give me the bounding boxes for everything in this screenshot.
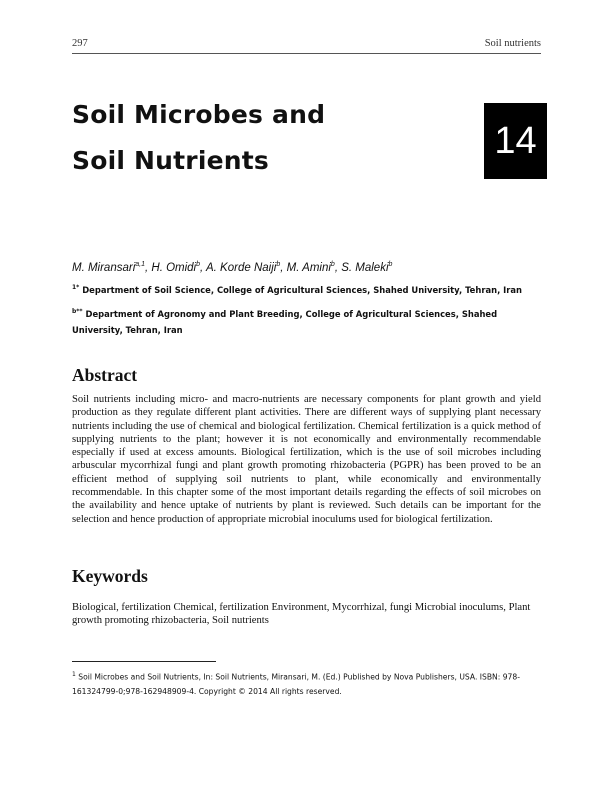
chapter-number: 14	[494, 119, 537, 162]
affiliation-text: Department of Agronomy and Plant Breeding, College of Agricultural Sciences, Shahed University, Tehran, Iran	[72, 308, 498, 335]
footnote-mark: 1	[72, 671, 76, 678]
author-name: A. Korde Naiji	[206, 261, 277, 274]
affiliation-mark: b**	[72, 308, 83, 315]
author-superscript: b	[330, 261, 335, 268]
keywords-heading: Keywords	[72, 566, 148, 586]
footnote-text: Soil Microbes and Soil Nutrients, In: Soil Nutrients, Miransari, M. (Ed.) Published by Nova Publishers, USA. ISBN: 978-161324799-0;978-162948909-4. Copyright © 2014 All rights reserved.	[72, 672, 520, 696]
author-name: S. Maleki	[341, 261, 389, 274]
page-number: 297	[72, 38, 88, 49]
running-header	[72, 38, 541, 54]
chapter-title-line-1: Soil Microbes and	[72, 100, 326, 129]
abstract-heading: Abstract	[72, 365, 138, 385]
keywords-text: Biological, fertilization Chemical, fertilization Environment, Mycorrhizal, fungi Microbial inoculums, Plant growth promoting rhizobacteria, Soil nutrients	[72, 602, 531, 627]
author-name: M. Miransari	[72, 261, 136, 274]
running-title: Soil nutrients	[484, 38, 541, 49]
author-superscript: b	[388, 261, 393, 268]
author-list: M. Miransari$^{a,1}$, H. Omidi$^b$, A. Korde Naiji$^b$, M. Amini$^b$, S. Maleki$^b$	[72, 261, 393, 274]
affiliation	[72, 280, 542, 298]
chapter-title	[72, 92, 452, 184]
chapter-title-line-2: Soil Nutrients	[72, 146, 269, 175]
affiliation	[72, 304, 542, 338]
affiliation-mark: 1*	[72, 284, 80, 291]
chapter-number-box	[484, 103, 547, 179]
footnote	[72, 668, 541, 699]
author-superscript: b	[196, 261, 201, 268]
header-rule	[72, 53, 541, 54]
author-name: H. Omidi	[151, 261, 197, 274]
author-name: M. Amini	[286, 261, 331, 274]
author-superscript: b	[276, 261, 281, 268]
author-superscript: a,1	[135, 261, 145, 268]
abstract-text: Soil nutrients including micro- and macro-nutrients are necessary components for plant growth and yield production as they regulate different plant activities. There are different ways of supplying plant necessary nutrients including the use of chemical and biological fertilization. Chemical fertilization is a quick method of supplying nutrients to the plant; however it is not economically and environmentally recommendable especially if used at excess amounts. Biological fertilization, which is the use of soil microbes including arbuscular mycorrhizal fungi and plant growth promoting rhizobacteria (PGPR) has been proved to be an efficient method of supplying soil nutrients to plant, while economically and environmentally recommendable. In this chapter some of the most important details regarding the effects of soil microbes on the availability and hence uptake of nutrients by plant is reviewed. Such details can be important for the selection and hence production of appropriate microbial inoculums used for biological fertilization.	[72, 394, 541, 525]
footnote-rule	[72, 661, 216, 662]
affiliation-text: Department of Soil Science, College of Agricultural Sciences, Shahed University, Tehran, Iran	[82, 284, 523, 295]
